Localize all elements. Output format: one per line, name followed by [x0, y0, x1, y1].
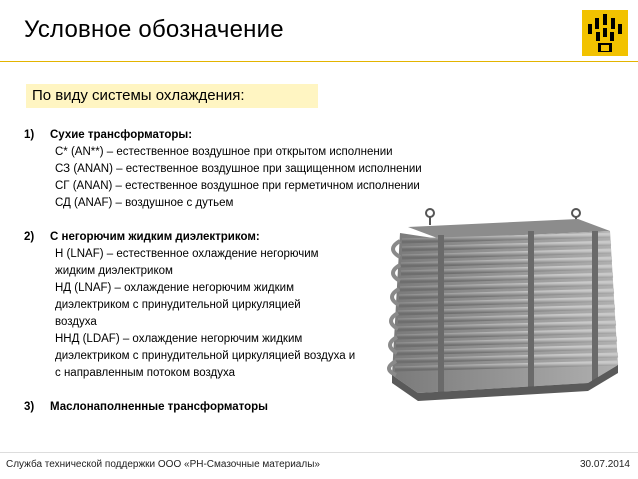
list-item: СЗ (ANAN) – естественное воздушное при защищенном исполнении — [55, 163, 422, 175]
list-item: с направленным потоком воздуха — [55, 367, 236, 379]
list-item: воздуха — [55, 316, 97, 328]
cooling-list — [24, 127, 422, 416]
section-liquid — [24, 229, 422, 382]
section-heading: С негорючим жидким диэлектриком: — [50, 231, 260, 243]
title-divider — [0, 61, 638, 62]
subtitle-box — [26, 84, 318, 108]
section-oil — [24, 399, 422, 416]
section-number: 3) — [24, 401, 35, 413]
footer-date: 30.07.2014 — [579, 459, 630, 470]
section-dry — [24, 127, 422, 212]
list-item: НД (LNAF) – охлаждение негорючим жидким — [55, 282, 294, 294]
radiator-illustration — [378, 205, 628, 405]
list-item: жидким диэлектриком — [55, 265, 173, 277]
list-item: ННД (LDAF) – охлаждение негорючим жидким — [55, 333, 303, 345]
list-item: С* (AN**) – естественное воздушное при открытом исполнении — [55, 146, 393, 158]
list-item: СД (ANAF) – воздушное с дутьем — [55, 197, 234, 209]
section-heading: Маслонаполненные трансформаторы — [50, 401, 268, 413]
subtitle: По виду системы охлаждения: — [32, 87, 245, 104]
list-item: диэлектриком с принудительной циркуляцией воздуха и — [55, 350, 356, 362]
rosneft-logo-icon — [582, 10, 628, 56]
section-number: 2) — [24, 231, 35, 243]
footer-divider — [0, 452, 638, 453]
slide-title: Условное обозначение — [24, 16, 284, 43]
list-item: СГ (ANAN) – естественное воздушное при герметичном исполнении — [55, 180, 420, 192]
section-number: 1) — [24, 129, 35, 141]
footer-organization: Служба технической поддержки ООО «РН-Смазочные материалы» — [6, 459, 320, 470]
list-item: Н (LNAF) – естественное охлаждение негорючим — [55, 248, 319, 260]
section-heading: Сухие трансформаторы: — [50, 129, 193, 141]
list-item: диэлектриком с принудительной циркуляцией — [55, 299, 301, 311]
